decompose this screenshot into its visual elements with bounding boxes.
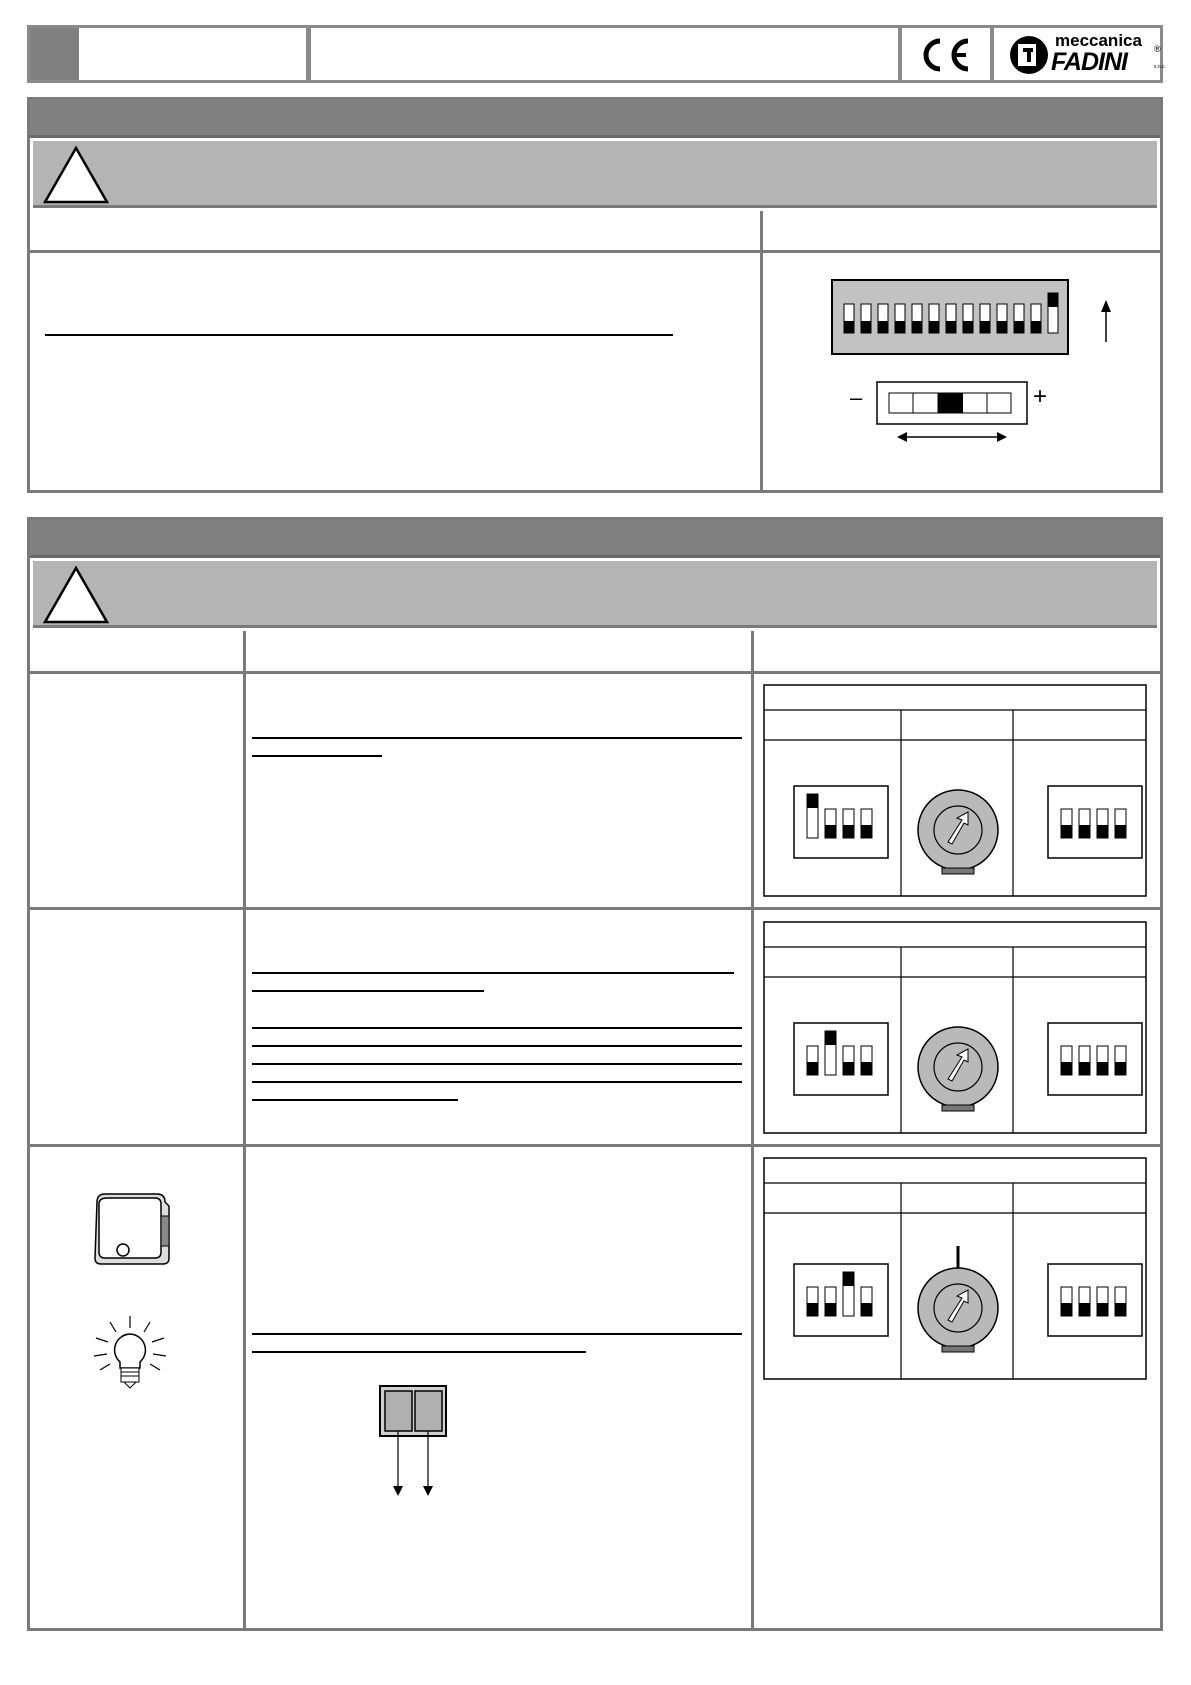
row-line bbox=[30, 907, 1160, 910]
setting-table bbox=[763, 921, 1147, 1134]
row-line bbox=[30, 671, 1160, 674]
dip-switch-4way bbox=[794, 1264, 888, 1336]
header-divider bbox=[898, 28, 902, 80]
dip-switch-lever bbox=[912, 304, 922, 333]
text-underline bbox=[252, 1045, 742, 1047]
brand-suffix: s.n.c. bbox=[1154, 64, 1166, 70]
brand-reg: ® bbox=[1154, 44, 1161, 54]
text-underline bbox=[252, 1099, 458, 1101]
section-bottom bbox=[27, 517, 1163, 1631]
dip-switch-lever bbox=[980, 304, 990, 333]
dip-switch-lever bbox=[963, 304, 973, 333]
trimmer-minus: – bbox=[850, 385, 863, 410]
warning-bar bbox=[33, 141, 1157, 208]
setting-table bbox=[763, 684, 1147, 897]
header-divider bbox=[306, 28, 311, 80]
warning-bar bbox=[33, 561, 1157, 628]
dip-switch-lever bbox=[861, 304, 871, 333]
ce-mark-icon bbox=[918, 35, 974, 75]
dip-switch-lever bbox=[878, 304, 888, 333]
brand-name: FADINI bbox=[1051, 48, 1127, 76]
text-underline bbox=[252, 990, 484, 992]
text-underline bbox=[252, 1351, 586, 1353]
dip-switch-lever bbox=[895, 304, 905, 333]
dip-switch-lever bbox=[1031, 304, 1041, 333]
column-divider bbox=[751, 631, 754, 1628]
header-tab bbox=[30, 28, 79, 80]
text-underline bbox=[252, 1333, 742, 1335]
dip-switch-lever bbox=[946, 304, 956, 333]
text-underline bbox=[252, 1063, 742, 1065]
section-title-bar bbox=[30, 520, 1160, 558]
up-arrow-head bbox=[1101, 300, 1111, 312]
dip-switch-4way-off bbox=[1048, 1264, 1142, 1336]
warning-triangle-icon bbox=[42, 565, 110, 625]
terminal-block-icon bbox=[378, 1384, 450, 1499]
dip-switch-4way-off bbox=[1048, 786, 1142, 858]
dip-switch-main bbox=[830, 278, 1120, 368]
dip-switch-lever bbox=[929, 304, 939, 333]
radio-receiver-icon bbox=[87, 1188, 177, 1270]
text-underline bbox=[252, 1027, 742, 1029]
text-underline bbox=[45, 334, 673, 336]
dip-switch-4way bbox=[794, 1023, 888, 1095]
dip-switch-lever bbox=[844, 304, 854, 333]
header-row-line bbox=[30, 250, 1160, 253]
row-line bbox=[30, 1144, 1160, 1147]
dip-switch-lever bbox=[1014, 304, 1024, 333]
section-title-bar bbox=[30, 100, 1160, 138]
setting-table bbox=[763, 1157, 1147, 1380]
column-divider bbox=[243, 631, 246, 1628]
warning-triangle-icon bbox=[42, 145, 110, 205]
brand-top: meccanica bbox=[1055, 31, 1142, 50]
text-underline bbox=[252, 755, 382, 757]
dip-switch-4way bbox=[794, 786, 888, 858]
trimmer-slider bbox=[875, 380, 1035, 450]
text-underline bbox=[252, 972, 734, 974]
header-bar bbox=[27, 25, 1166, 83]
lamp-icon bbox=[90, 1312, 170, 1394]
fadini-logo-icon bbox=[1006, 34, 1052, 76]
trimmer-plus: + bbox=[1033, 383, 1048, 410]
dip-switch-4way-off bbox=[1048, 1023, 1142, 1095]
section-top bbox=[27, 97, 1163, 493]
text-underline bbox=[252, 1081, 742, 1083]
dip-switch-lever bbox=[997, 304, 1007, 333]
header-divider bbox=[990, 28, 994, 80]
dip-switch-lever bbox=[1048, 293, 1058, 333]
text-underline bbox=[252, 737, 742, 739]
